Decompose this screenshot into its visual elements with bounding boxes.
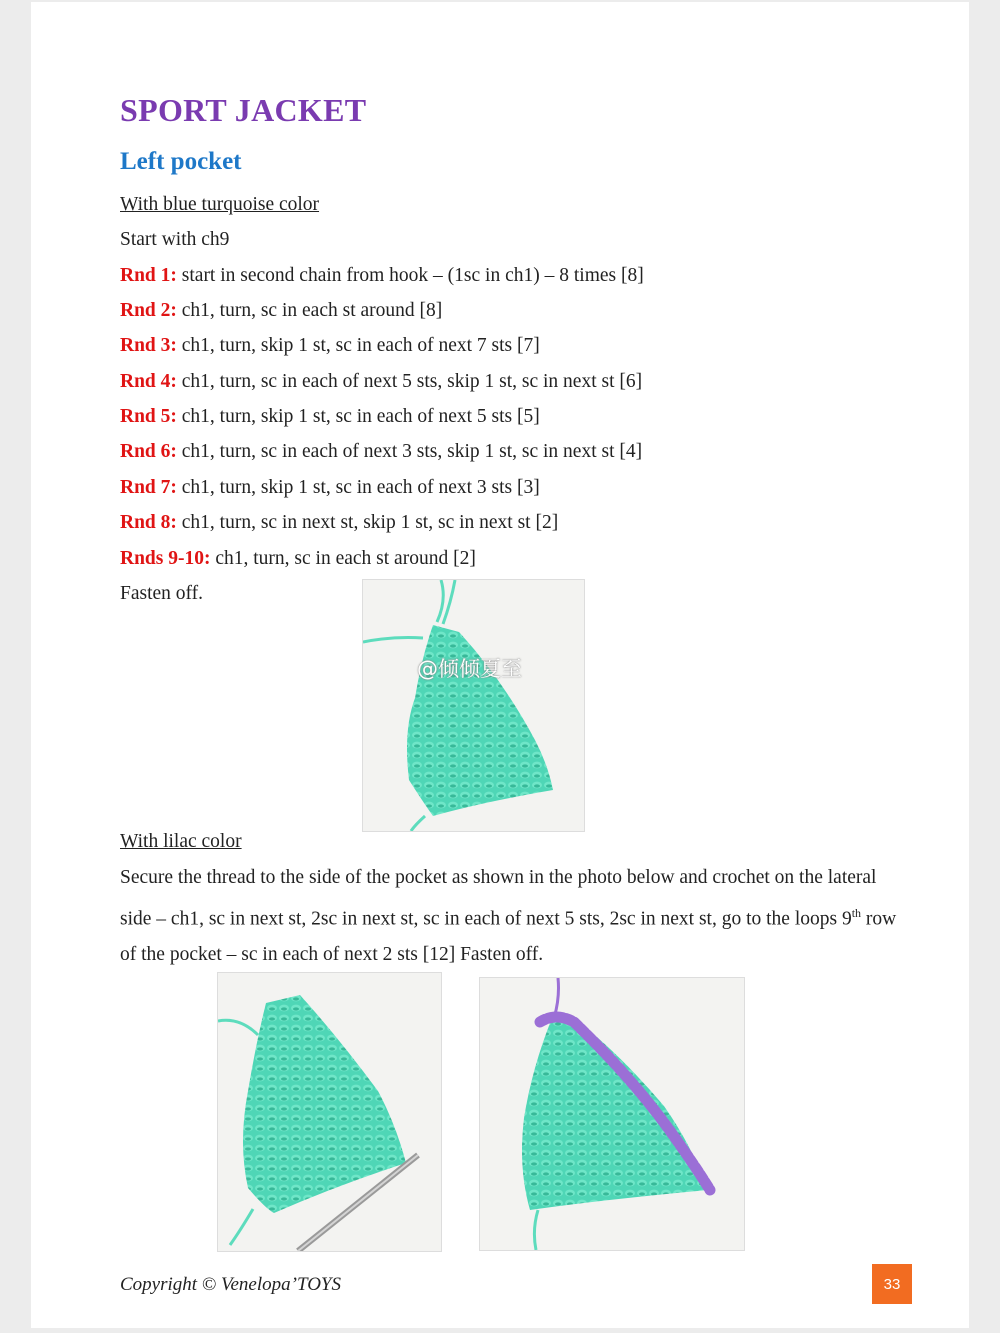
round-label: Rnd 4: <box>120 371 177 392</box>
hook-photo <box>217 972 442 1252</box>
fasten-off-text: Fasten off. <box>120 583 204 604</box>
copyright-footer: Copyright © Venelopa’TOYS <box>120 1274 341 1295</box>
round-line <box>120 547 476 571</box>
round-text: ch1, turn, sc in each st around [8] <box>176 300 443 321</box>
round-text: ch1, turn, sc in each st around [2] <box>210 548 476 569</box>
round-line <box>120 405 540 429</box>
section-title: Left pocket <box>120 148 242 175</box>
round-label: Rnd 6: <box>120 441 177 462</box>
round-text: ch1, turn, sc in next st, skip 1 st, sc in next st [2] <box>176 512 559 533</box>
start-instruction: Start with ch9 <box>120 229 230 250</box>
lilac-text-part-1: Secure the thread to the side of the pocket as shown in the photo below and crochet on the lateral side – ch1, sc in next st, 2sc in next st, sc in each of next 5 sts, 2sc in next st, go to the loops 9 <box>120 867 877 929</box>
lilac-color-heading: With lilac color <box>120 831 242 852</box>
round-label: Rnd 3: <box>120 335 177 356</box>
pocket-photo <box>362 579 585 832</box>
round-text: ch1, turn, sc in each of next 3 sts, skip 1 st, sc in next st [4] <box>176 441 643 462</box>
round-line <box>120 299 442 323</box>
document-page <box>31 2 969 1328</box>
round-line <box>120 511 558 535</box>
round-text: ch1, turn, skip 1 st, sc in each of next 3 sts [3] <box>176 477 540 498</box>
round-label: Rnd 5: <box>120 406 177 427</box>
round-text: ch1, turn, skip 1 st, sc in each of next 5 sts [5] <box>176 406 540 427</box>
lilac-text-part-2: row of the pocket – sc in each of next 2 sts [12] Fasten off. <box>120 908 897 965</box>
round-label: Rnd 7: <box>120 477 177 498</box>
round-line <box>120 440 642 464</box>
round-text: ch1, turn, skip 1 st, sc in each of next 7 sts [7] <box>176 335 540 356</box>
round-line <box>120 334 540 358</box>
round-line <box>120 476 540 500</box>
round-line <box>120 370 642 394</box>
round-text: ch1, turn, sc in each of next 5 sts, skip 1 st, sc in next st [6] <box>176 371 643 392</box>
round-label: Rnds 9-10: <box>120 548 211 569</box>
round-text: start in second chain from hook – (1sc in ch1) – 8 times [8] <box>176 265 644 286</box>
lilac-edge-photo <box>479 977 745 1251</box>
page-number-badge: 33 <box>872 1264 912 1304</box>
round-label: Rnd 8: <box>120 512 177 533</box>
page-title: SPORT JACKET <box>120 92 367 128</box>
round-line <box>120 264 644 288</box>
watermark-text: @倾倾夏至 <box>417 657 522 681</box>
superscript-th: th <box>851 905 862 920</box>
lilac-instructions <box>120 860 900 972</box>
round-label: Rnd 2: <box>120 300 177 321</box>
round-label: Rnd 1: <box>120 265 177 286</box>
blue-color-heading: With blue turquoise color <box>120 194 320 215</box>
